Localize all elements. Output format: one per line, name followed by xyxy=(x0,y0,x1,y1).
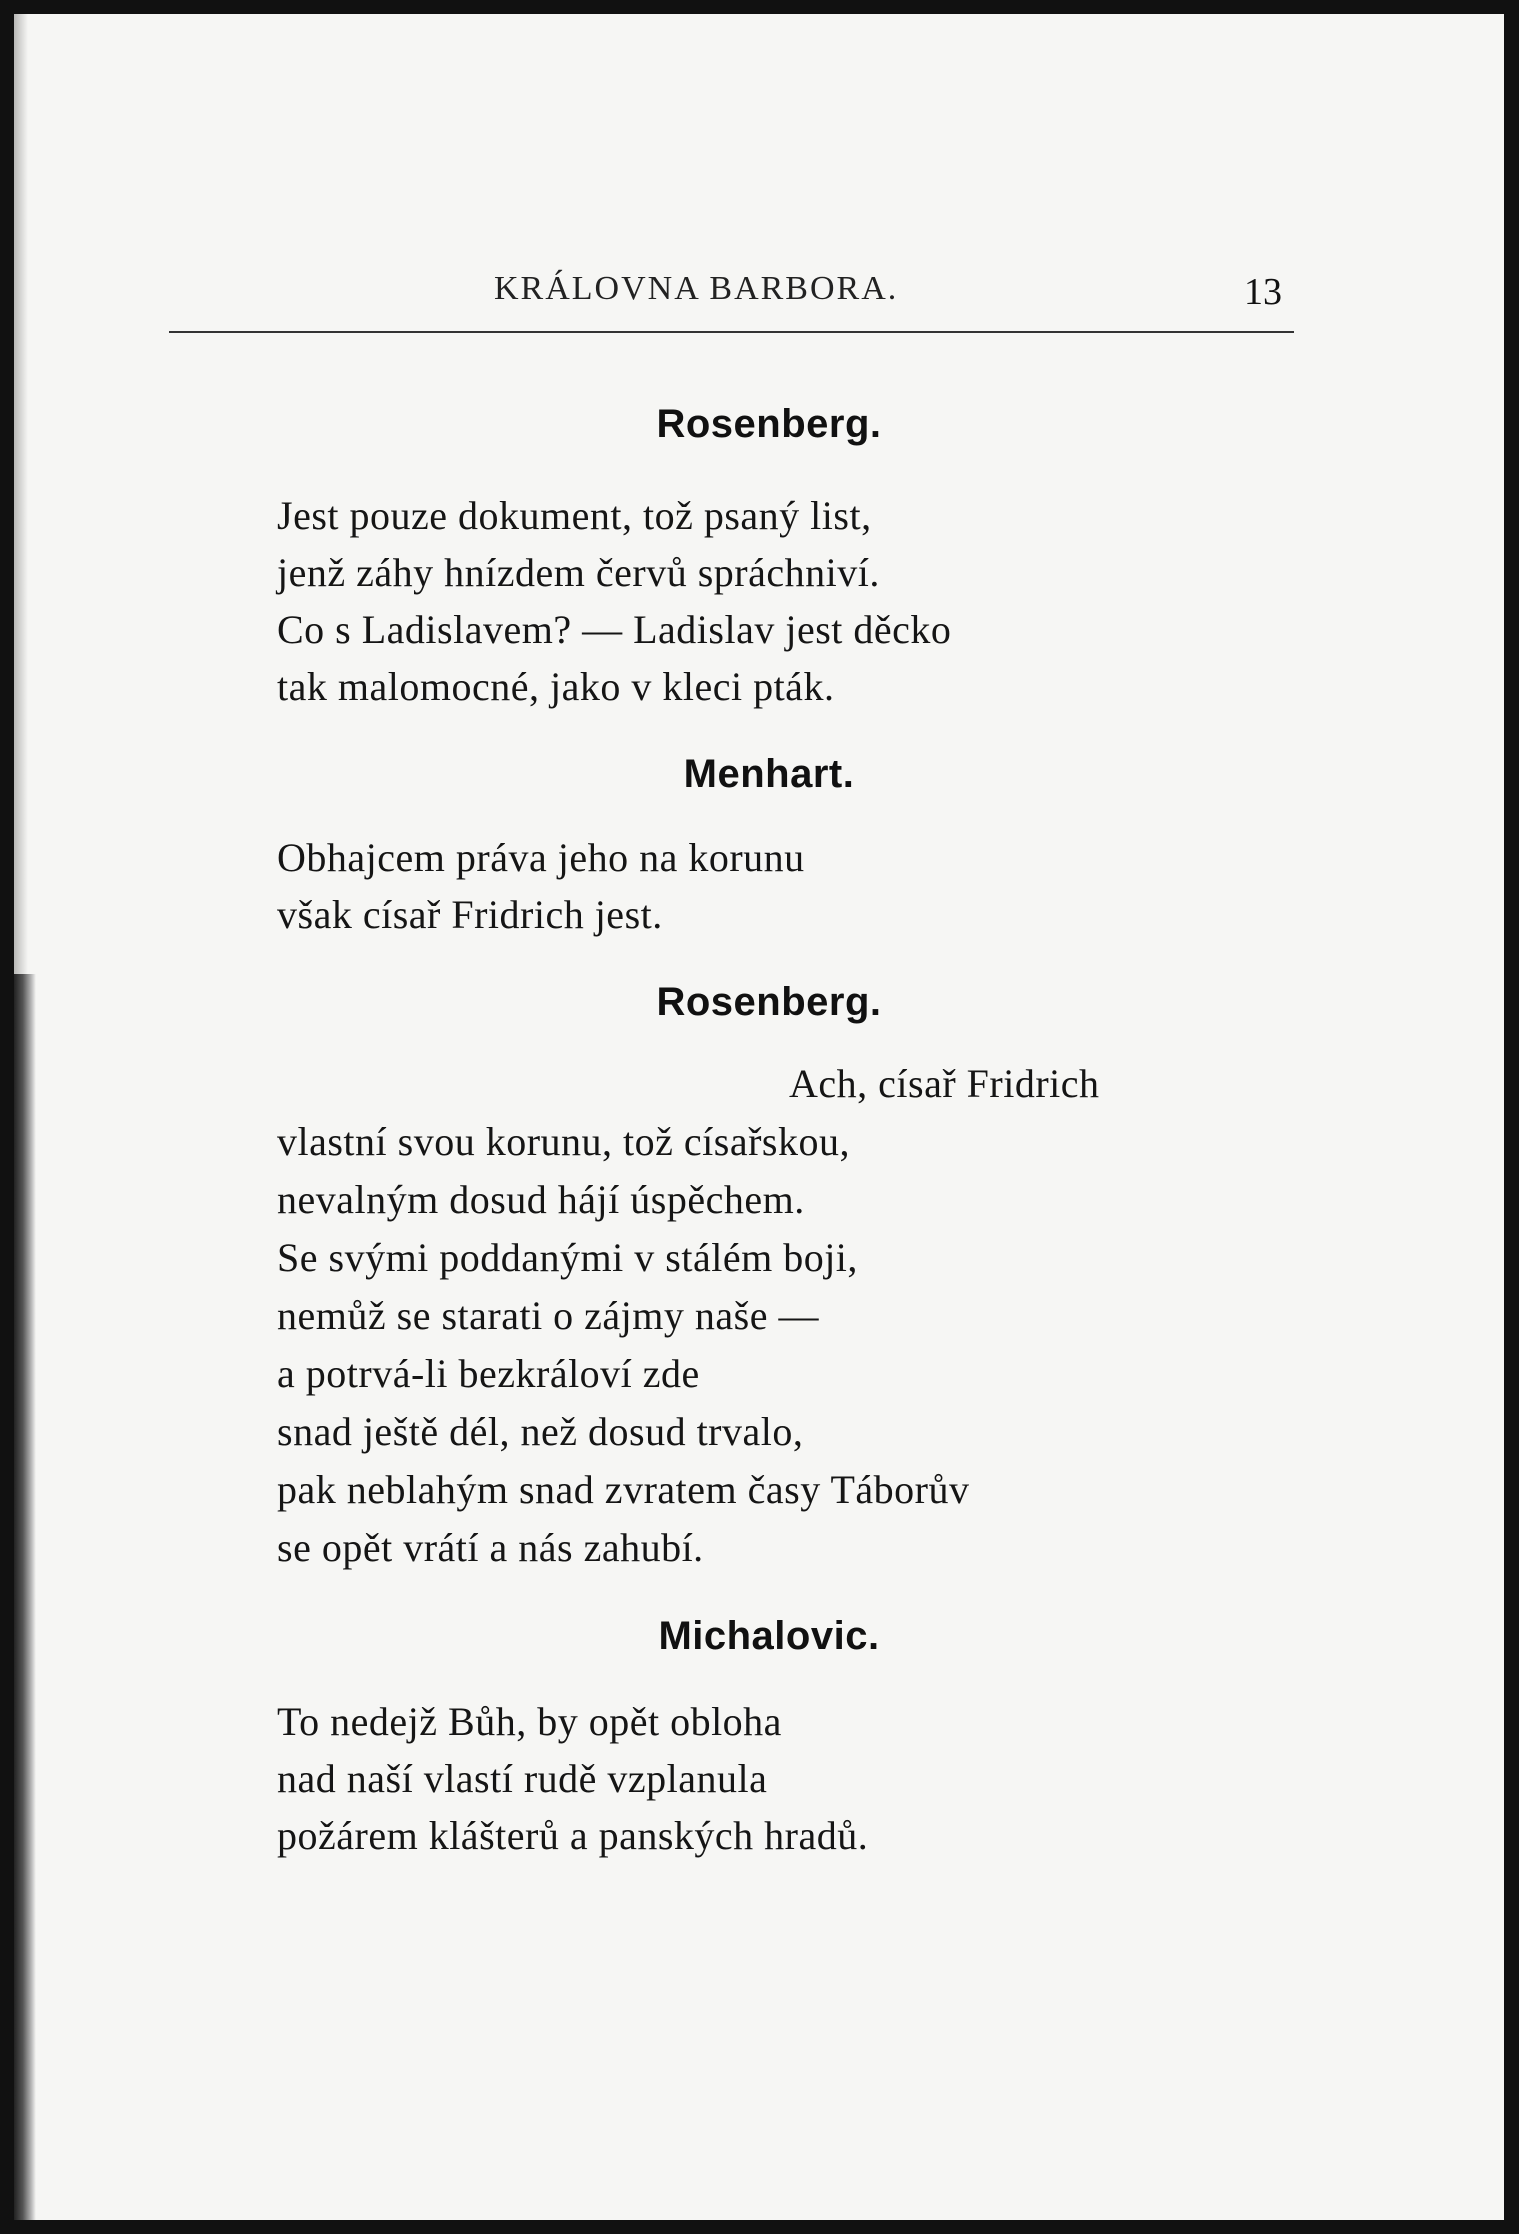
verse-line: tak malomocné, jako v kleci pták. xyxy=(277,664,835,709)
verse-line: vlastní svou korunu, tož císařskou, xyxy=(277,1119,850,1164)
verse-line: Obhajcem práva jeho na korunu xyxy=(277,835,805,880)
speaker-name: Menhart. xyxy=(683,752,855,796)
verse-line: a potrvá-li bezkráloví zde xyxy=(277,1351,700,1396)
running-head xyxy=(14,264,1504,324)
verse-line: však císař Fridrich jest. xyxy=(277,892,663,937)
verse-line: Co s Ladislavem? — Ladislav jest děcko xyxy=(277,607,952,652)
verse-line: Se svými poddanými v stálém boji, xyxy=(277,1235,858,1280)
verse-line: nad naší vlastí rudě vzplanula xyxy=(277,1756,768,1801)
verse-line: nevalným dosud hájí úspěchem. xyxy=(277,1177,805,1222)
speaker-name: Rosenberg. xyxy=(656,402,882,446)
verse-line: požárem klášterů a panských hradů. xyxy=(277,1813,869,1858)
header-rule xyxy=(169,331,1294,333)
verse-line: Jest pouze dokument, tož psaný list, xyxy=(277,493,872,538)
speaker-name: Michalovic. xyxy=(658,1614,880,1658)
verse-line: se opět vrátí a nás zahubí. xyxy=(277,1525,704,1570)
binding-shadow xyxy=(14,974,36,2220)
verse-line: To nedejž Bůh, by opět obloha xyxy=(277,1699,782,1744)
page-number: 13 xyxy=(1244,271,1282,313)
verse-line: snad ještě dél, než dosud trvalo, xyxy=(277,1409,804,1454)
running-title: KRÁLOVNA BARBORA. xyxy=(494,270,899,307)
verse-line: Ach, císař Fridrich xyxy=(789,1061,1100,1106)
book-page xyxy=(14,14,1504,2220)
verse-line: pak neblahým snad zvratem časy Táborův xyxy=(277,1467,970,1512)
verse-line: nemůž se starati o zájmy naše — xyxy=(277,1293,819,1338)
verse-line: jenž záhy hnízdem červů spráchniví. xyxy=(277,550,880,595)
speaker-name: Rosenberg. xyxy=(656,980,882,1024)
